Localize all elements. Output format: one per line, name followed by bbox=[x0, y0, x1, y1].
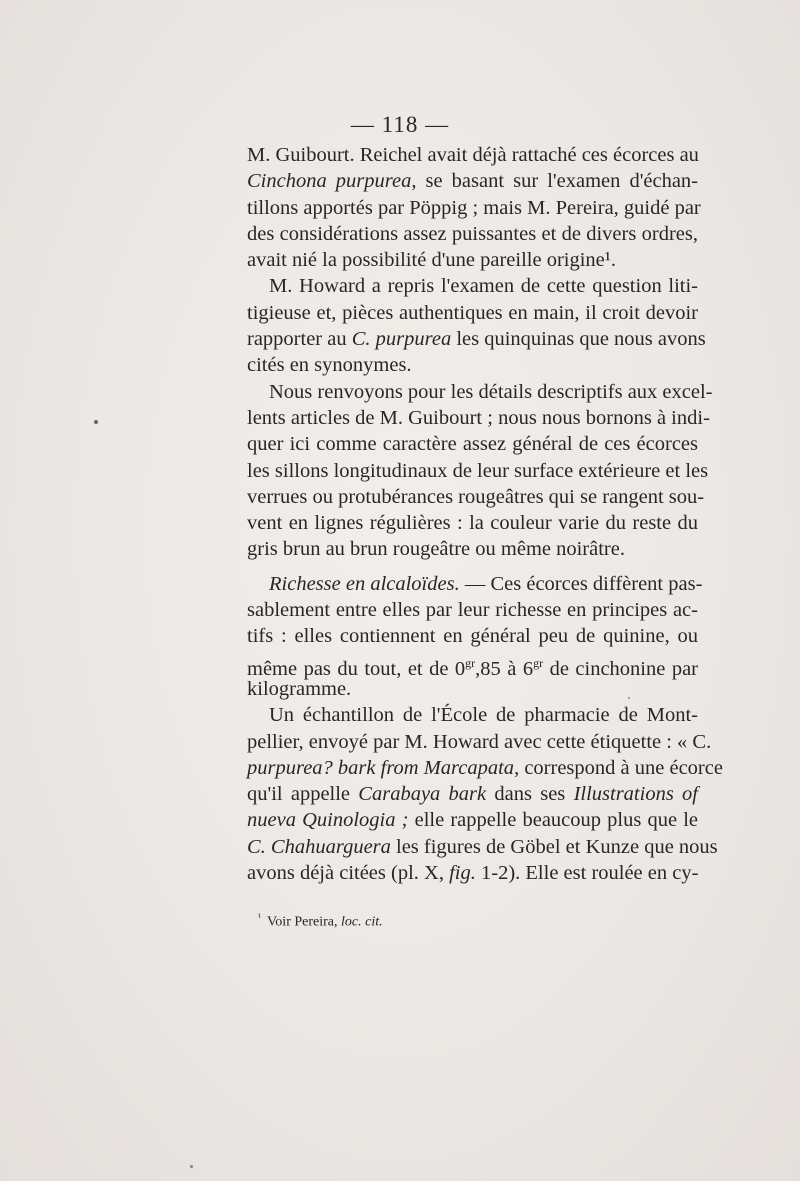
line-text: avons déjà citées (pl. X, bbox=[247, 862, 450, 885]
italic-text: Carabaya bark bbox=[358, 783, 487, 806]
italic-text: C. Chahuarguera bbox=[247, 835, 391, 858]
text-line: M. Howard a repris l'examen de cette question liti- bbox=[269, 275, 698, 298]
text-line: Nous renvoyons pour les détails descriptifs aux excel- bbox=[269, 380, 713, 403]
text-line bbox=[247, 168, 698, 194]
paragraph-2 bbox=[247, 273, 706, 378]
text-line: quer ici comme caractère assez général de ces écorces bbox=[247, 433, 698, 456]
text-line bbox=[247, 807, 698, 833]
text-line bbox=[247, 650, 698, 680]
body-text bbox=[247, 142, 723, 886]
paragraph-1 bbox=[247, 142, 701, 273]
unit-superscript: gr bbox=[465, 655, 476, 670]
line-text: les quinquinas que nous avons bbox=[451, 328, 706, 351]
line-text: 1-2). Elle est roulée en cy- bbox=[475, 862, 699, 885]
page-number: — 118 — bbox=[350, 112, 450, 137]
line-text: de cinchonine par bbox=[543, 657, 698, 680]
text-line: cités en synonymes. bbox=[247, 354, 412, 377]
italic-text: C. purpurea bbox=[351, 328, 452, 351]
text-line: lents articles de M. Guibourt ; nous nous bornons à indi- bbox=[247, 406, 710, 429]
paragraph-5 bbox=[247, 702, 723, 886]
text-line: tillons apportés par Pöppig ; mais M. Pereira, guidé par bbox=[247, 196, 701, 219]
italic-text: nueva Quinologia ; bbox=[247, 809, 409, 832]
text-line: tigieuse et, pièces authentiques en main, il croit devoir bbox=[247, 301, 698, 324]
text-line bbox=[247, 781, 698, 807]
text-line: verrues ou protubérances rougeâtres qui se rangent sou- bbox=[247, 485, 705, 508]
line-text: elle rappelle beaucoup plus que le bbox=[408, 809, 699, 832]
text-line bbox=[247, 834, 718, 860]
text-line: Un échantillon de l'École de pharmacie de Mont- bbox=[269, 704, 698, 727]
paper-speck bbox=[628, 697, 630, 699]
footnote-text: Voir Pereira, bbox=[267, 914, 341, 930]
italic-text: Illustrations of bbox=[573, 783, 699, 806]
footnote bbox=[258, 912, 383, 931]
italic-text: Cinchona purpurea bbox=[247, 170, 412, 193]
margin-dot bbox=[94, 420, 98, 424]
text-line: des considérations assez puissantes et de divers ordres, bbox=[247, 222, 698, 245]
line-text: — Ces écorces diffèrent pas- bbox=[459, 572, 703, 595]
text-line bbox=[247, 571, 703, 597]
line-text: ,85 à 6 bbox=[475, 657, 534, 680]
text-line: kilogramme. bbox=[247, 677, 352, 700]
unit-superscript: gr bbox=[533, 655, 544, 670]
text-line bbox=[247, 860, 698, 886]
line-text: même pas du tout, et de 0 bbox=[247, 657, 466, 680]
text-line: les sillons longitudinaux de leur surface extérieure et les bbox=[247, 459, 709, 482]
text-line: pellier, envoyé par M. Howard avec cette étiquette : « C. bbox=[247, 730, 712, 753]
line-text: , correspond à une écorce bbox=[514, 756, 723, 779]
italic-text: fig. bbox=[449, 862, 476, 885]
paper-speck bbox=[190, 1165, 193, 1168]
line-text: rapporter au bbox=[247, 328, 352, 351]
paragraph-4 bbox=[247, 571, 703, 702]
line-text: les figures de Göbel et Kunze que nous bbox=[390, 835, 718, 858]
line-text: qu'il appelle bbox=[247, 783, 359, 806]
italic-text: purpurea? bark from Marcapata bbox=[247, 756, 515, 779]
footnote-italic: loc. cit. bbox=[341, 914, 383, 930]
text-line bbox=[247, 326, 706, 352]
section-heading: Richesse en alcaloïdes. bbox=[269, 572, 460, 595]
text-line: vent en lignes régulières : la couleur varie du reste du bbox=[247, 512, 698, 535]
text-line: M. Guibourt. Reichel avait déjà rattaché ces écorces au bbox=[247, 144, 699, 166]
paragraph-gap bbox=[247, 563, 698, 571]
line-text: dans ses bbox=[486, 783, 574, 806]
footnote-mark: ¹ bbox=[258, 912, 261, 923]
text-line: sablement entre elles par leur richesse en principes ac- bbox=[247, 599, 698, 622]
text-line: avait nié la possibilité d'une pareille origine¹. bbox=[247, 249, 617, 272]
text-line: gris brun au brun rougeâtre ou même noirâtre. bbox=[247, 538, 625, 561]
paragraph-3 bbox=[247, 379, 713, 563]
line-text: , se basant sur l'examen d'échan- bbox=[411, 170, 699, 193]
text-line: tifs : elles contiennent en général peu de quinine, ou bbox=[247, 625, 698, 648]
text-line bbox=[247, 755, 723, 781]
